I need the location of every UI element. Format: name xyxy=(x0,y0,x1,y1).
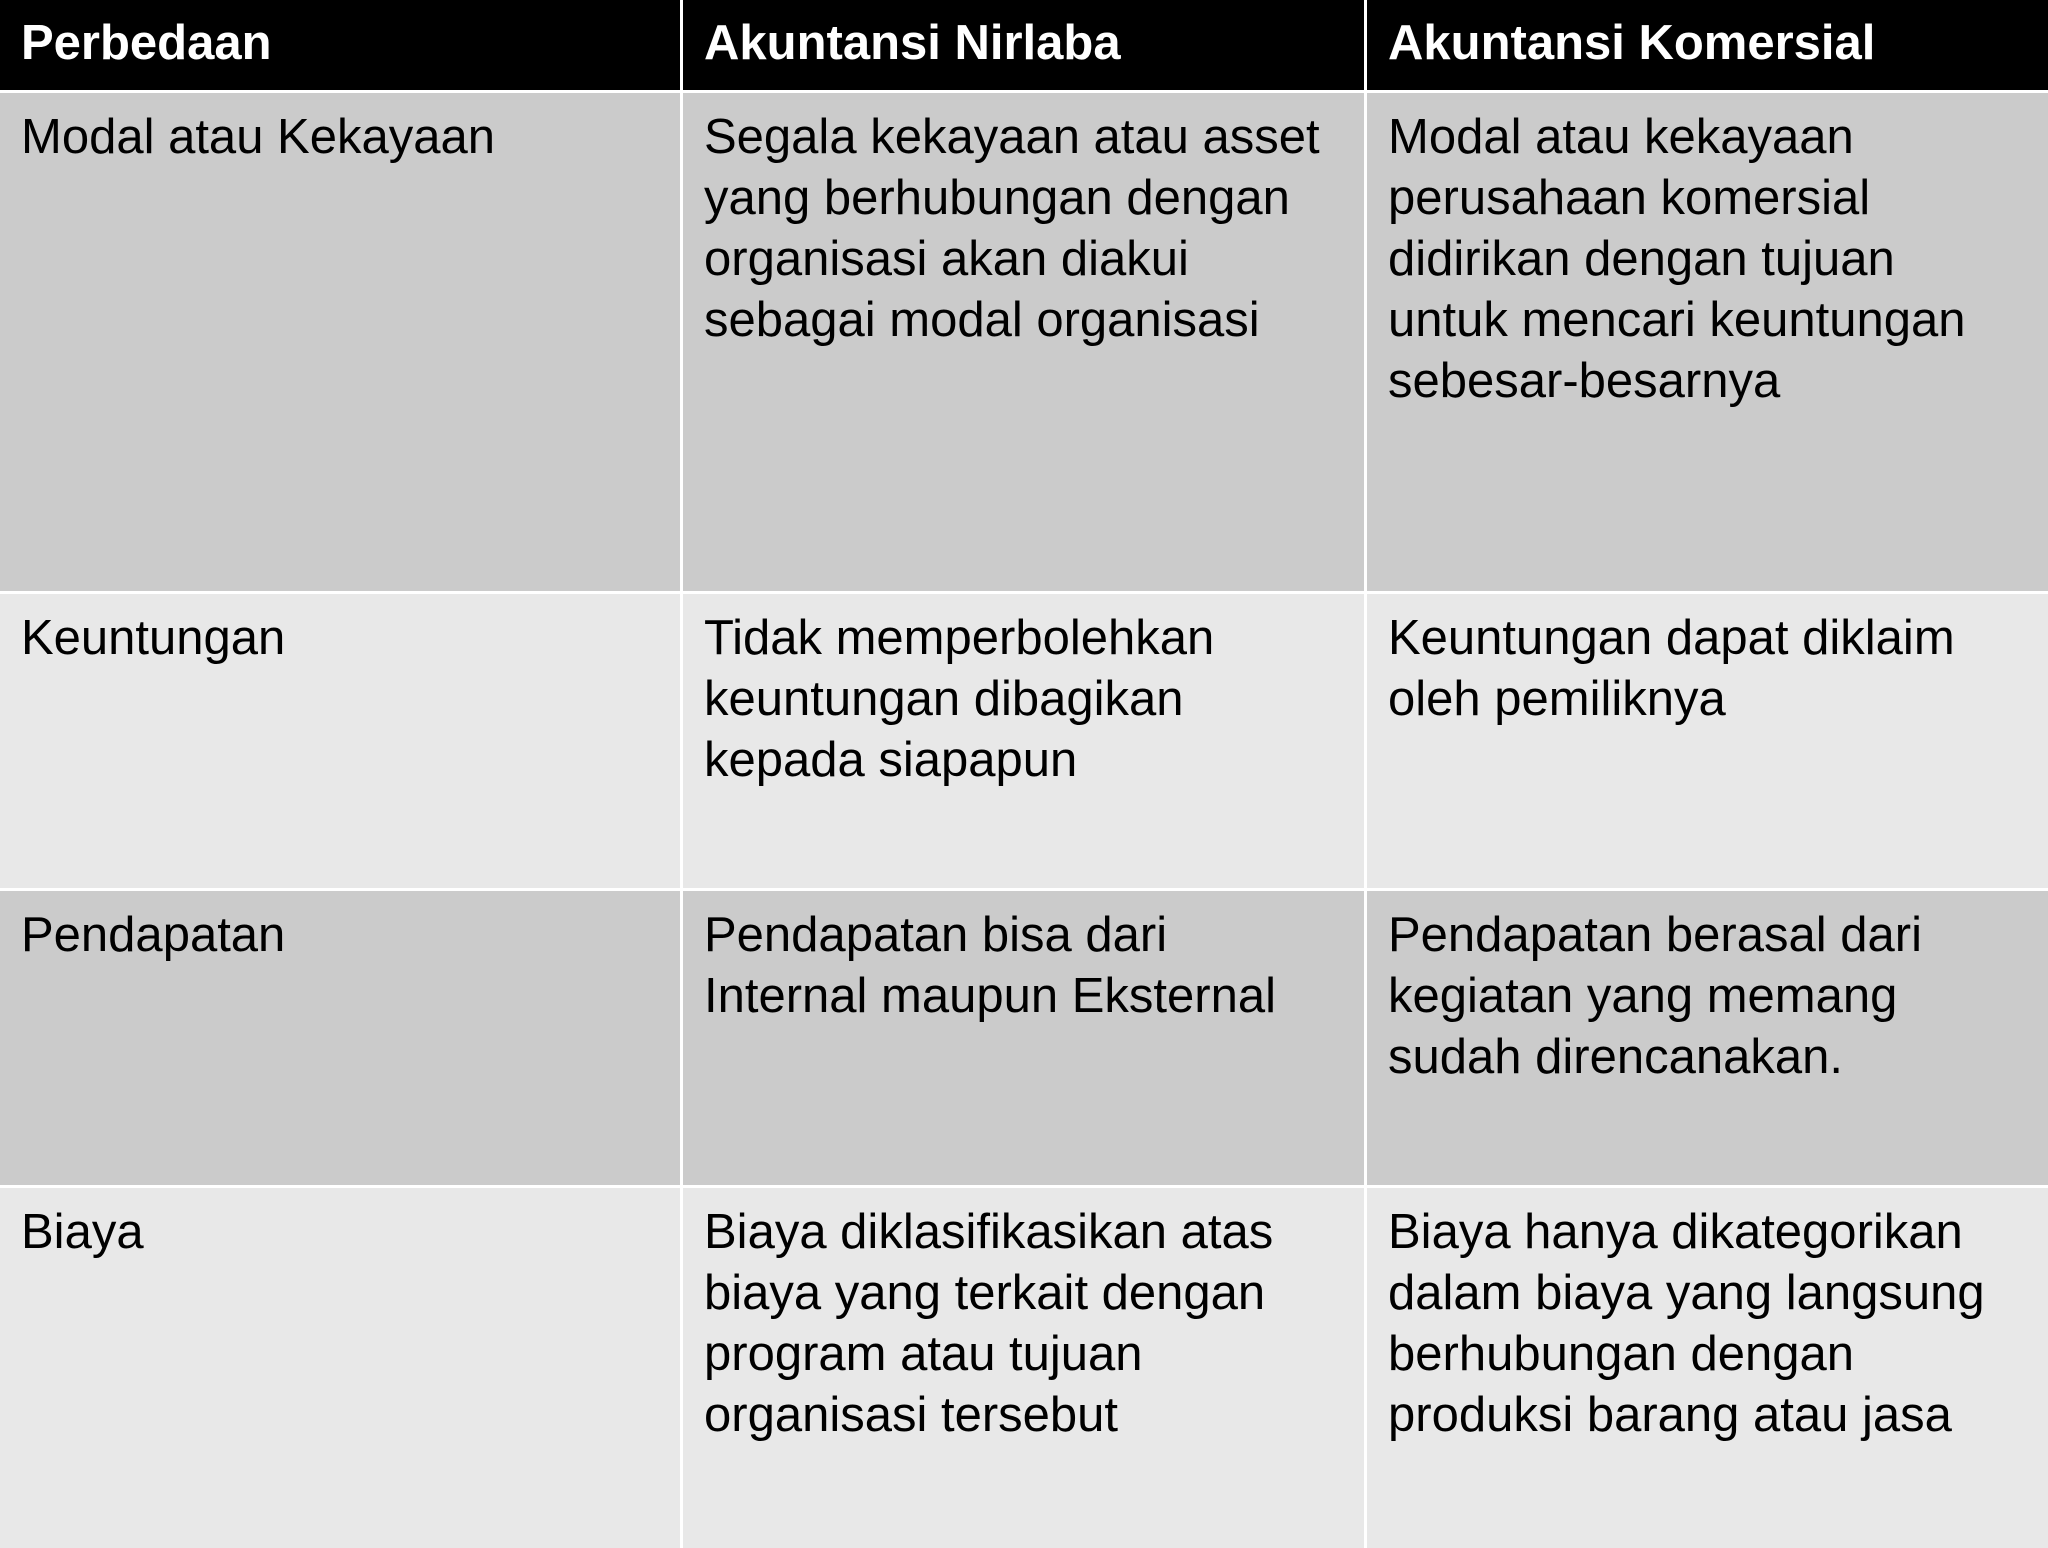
row-keuntungan-nirlaba: Tidak memperbolehkan keuntungan dibagikan kepada siapapun xyxy=(683,594,1364,888)
row-pendapatan-aspect: Pendapatan xyxy=(0,891,680,1185)
row-modal-komersial: Modal atau kekayaan perusahaan komersial didirikan dengan tujuan untuk mencari keuntungan sebesar-besarnya xyxy=(1367,93,2048,591)
row-biaya-nirlaba: Biaya diklasifikasikan atas biaya yang terkait dengan program atau tujuan organisasi tersebut xyxy=(683,1188,1364,1548)
row-pendapatan-komersial: Pendapatan berasal dari kegiatan yang memang sudah direncanakan. xyxy=(1367,891,2048,1185)
row-biaya-aspect: Biaya xyxy=(0,1188,680,1548)
header-cell-akuntansi-komersial: Akuntansi Komersial xyxy=(1367,0,2048,90)
row-modal-aspect: Modal atau Kekayaan xyxy=(0,93,680,591)
row-pendapatan-nirlaba: Pendapatan bisa dari Internal maupun Eksternal xyxy=(683,891,1364,1185)
row-biaya-komersial: Biaya hanya dikategorikan dalam biaya yang langsung berhubungan dengan produksi barang atau jasa xyxy=(1367,1188,2048,1548)
row-keuntungan-aspect: Keuntungan xyxy=(0,594,680,888)
row-keuntungan-komersial: Keuntungan dapat diklaim oleh pemiliknya xyxy=(1367,594,2048,888)
header-cell-akuntansi-nirlaba: Akuntansi Nirlaba xyxy=(683,0,1364,90)
row-modal-nirlaba: Segala kekayaan atau asset yang berhubungan dengan organisasi akan diakui sebagai modal organisasi xyxy=(683,93,1364,591)
header-cell-perbedaan: Perbedaan xyxy=(0,0,680,90)
